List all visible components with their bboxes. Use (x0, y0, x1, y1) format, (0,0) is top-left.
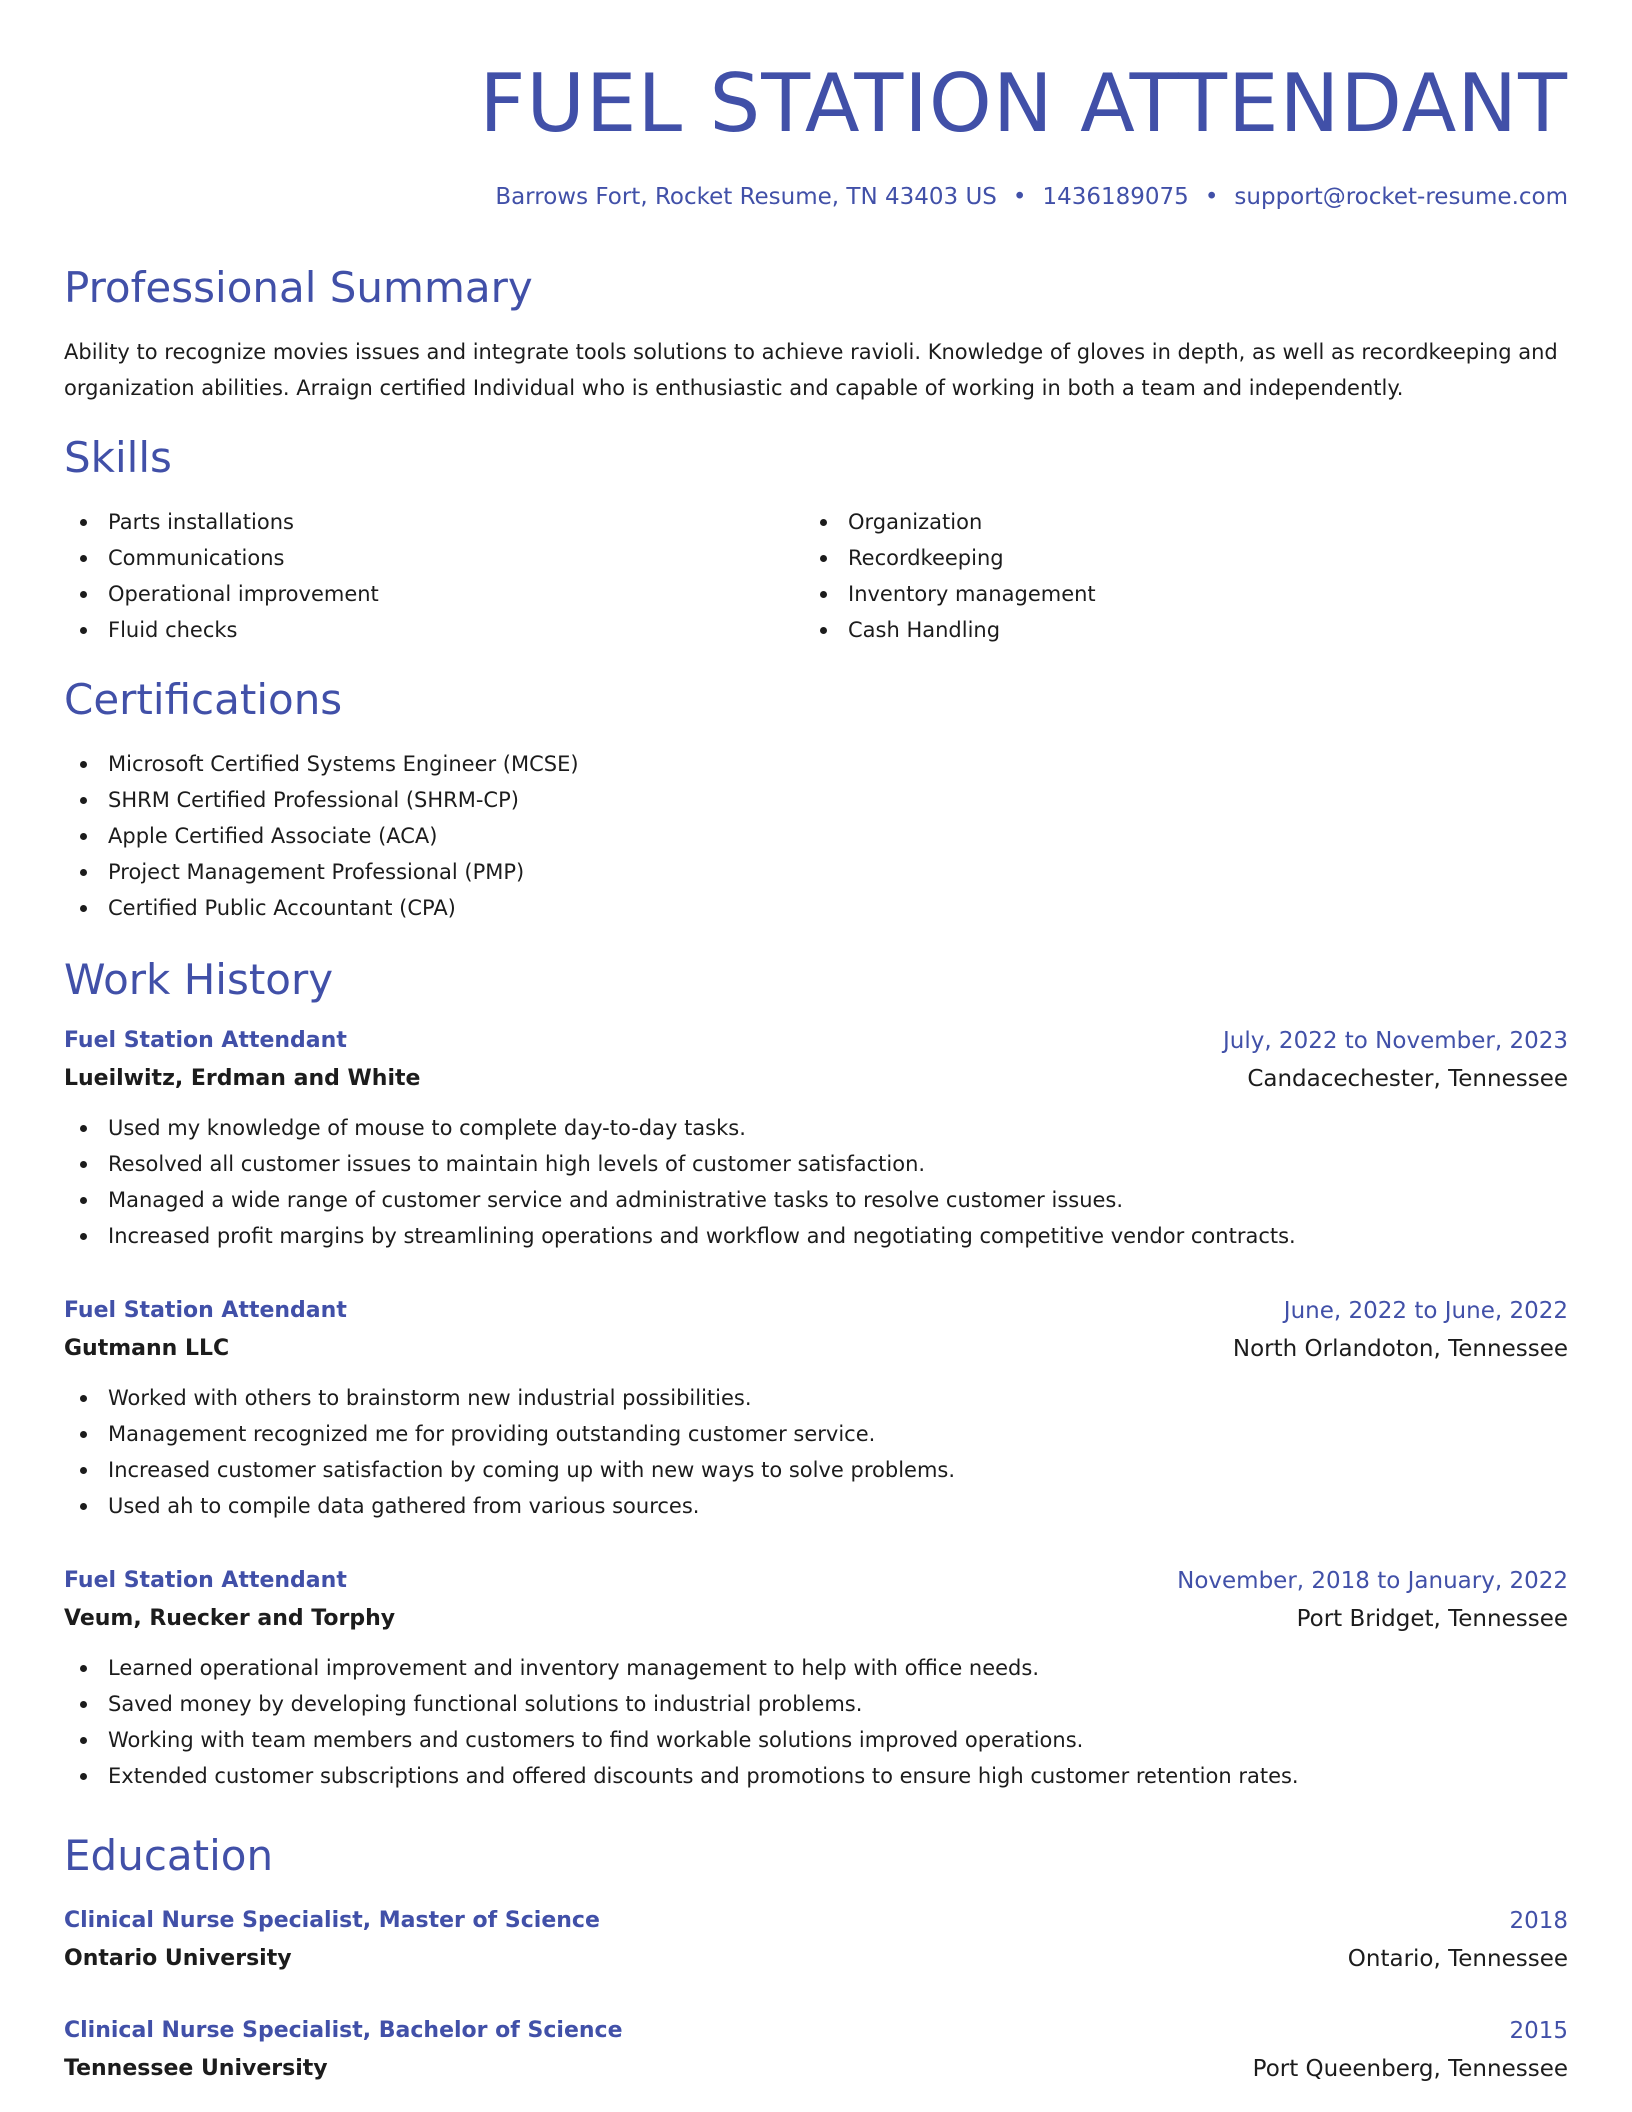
education-entry (64, 2012, 1568, 2088)
education-heading: Education (64, 1831, 274, 1880)
skill-item: Fluid checks (64, 612, 804, 648)
certification-item: Project Management Professional (PMP) (64, 854, 1568, 890)
skill-item: Communications (64, 540, 804, 576)
job-bullet: Increased customer satisfaction by coming up with new ways to solve problems. (64, 1452, 1568, 1488)
certification-item: Apple Certified Associate (ACA) (64, 818, 1568, 854)
job-dates: July, 2022 to November, 2023 (1222, 1028, 1568, 1054)
job-bullet: Working with team members and customers to find workable solutions improved operations. (64, 1722, 1568, 1758)
certifications-heading: Certifications (64, 675, 343, 724)
education-year: 2018 (1509, 1908, 1568, 1934)
job-bullet: Used ah to compile data gathered from various sources. (64, 1488, 1568, 1524)
contact-phone[interactable]: 1436189075 (1042, 184, 1189, 210)
job-bullet: Worked with others to brainstorm new industrial possibilities. (64, 1380, 1568, 1416)
education-year: 2015 (1509, 2018, 1568, 2044)
job-bullets (64, 1110, 1568, 1254)
education-degree: Clinical Nurse Specialist, Bachelor of Science (64, 2018, 623, 2043)
job-entry (64, 1562, 1568, 1794)
skill-item: Recordkeeping (804, 540, 1544, 576)
job-bullets (64, 1380, 1568, 1524)
skill-item: Cash Handling (804, 612, 1544, 648)
job-bullet: Saved money by developing functional solutions to industrial problems. (64, 1686, 1568, 1722)
education-location: Port Queenberg, Tennessee (1252, 2056, 1568, 2082)
certifications-list (64, 746, 1568, 926)
job-bullet: Management recognized me for providing outstanding customer service. (64, 1416, 1568, 1452)
job-entry (64, 1292, 1568, 1524)
job-bullets (64, 1650, 1568, 1794)
contact-address: Barrows Fort, Rocket Resume, TN 43403 US (495, 184, 997, 210)
job-company: Lueilwitz, Erdman and White (64, 1066, 421, 1091)
education-location: Ontario, Tennessee (1347, 1946, 1568, 1972)
job-location: Candacechester, Tennessee (1247, 1066, 1568, 1092)
job-bullet: Extended customer subscriptions and offered discounts and promotions to ensure high customer retention rates. (64, 1758, 1568, 1794)
contact-email[interactable]: support@rocket-resume.com (1234, 184, 1568, 210)
skills-list (64, 504, 1568, 648)
summary-heading: Professional Summary (64, 263, 533, 312)
job-bullet: Managed a wide range of customer service and administrative tasks to resolve customer issues. (64, 1182, 1568, 1218)
summary-text: Ability to recognize movies issues and integrate tools solutions to achieve ravioli. Knowledge of gloves in depth, as well as recordkeeping and organization abilities. Arraign certified Individual who is enthusiastic and capable of working in both a team and independently. (64, 340, 1558, 400)
skill-item: Organization (804, 504, 1544, 540)
skills-column-left (64, 504, 804, 648)
job-company: Gutmann LLC (64, 1336, 230, 1361)
contact-separator: • (1204, 184, 1219, 210)
job-dates: June, 2022 to June, 2022 (1283, 1298, 1568, 1324)
job-bullet: Used my knowledge of mouse to complete day-to-day tasks. (64, 1110, 1568, 1146)
certification-item: Certified Public Accountant (CPA) (64, 890, 1568, 926)
job-location: North Orlandoton, Tennessee (1232, 1336, 1568, 1362)
job-bullet: Increased profit margins by streamlining operations and workflow and negotiating competitive vendor contracts. (64, 1218, 1568, 1254)
skills-heading: Skills (64, 433, 172, 482)
contact-line (495, 182, 1568, 212)
certification-item: Microsoft Certified Systems Engineer (MCSE) (64, 746, 1568, 782)
education-entry (64, 1902, 1568, 1978)
skill-item: Operational improvement (64, 576, 804, 612)
contact-separator: • (1012, 184, 1027, 210)
skills-column-right (804, 504, 1544, 648)
job-bullet: Resolved all customer issues to maintain high levels of customer satisfaction. (64, 1146, 1568, 1182)
job-dates: November, 2018 to January, 2022 (1177, 1568, 1568, 1594)
certification-item: SHRM Certified Professional (SHRM-CP) (64, 782, 1568, 818)
skill-item: Inventory management (804, 576, 1544, 612)
job-title: Fuel Station Attendant (64, 1568, 347, 1593)
work-history-heading: Work History (64, 955, 334, 1004)
education-school: Ontario University (64, 1946, 292, 1971)
job-title: Fuel Station Attendant (64, 1298, 347, 1323)
skill-item: Parts installations (64, 504, 804, 540)
job-location: Port Bridget, Tennessee (1296, 1606, 1568, 1632)
job-entry (64, 1022, 1568, 1254)
job-bullet: Learned operational improvement and inventory management to help with office needs. (64, 1650, 1568, 1686)
job-title: Fuel Station Attendant (64, 1028, 347, 1053)
resume-title: FUEL STATION ATTENDANT (479, 57, 1568, 150)
education-degree: Clinical Nurse Specialist, Master of Science (64, 1908, 600, 1933)
job-company: Veum, Ruecker and Torphy (64, 1606, 396, 1631)
education-school: Tennessee University (64, 2056, 328, 2081)
